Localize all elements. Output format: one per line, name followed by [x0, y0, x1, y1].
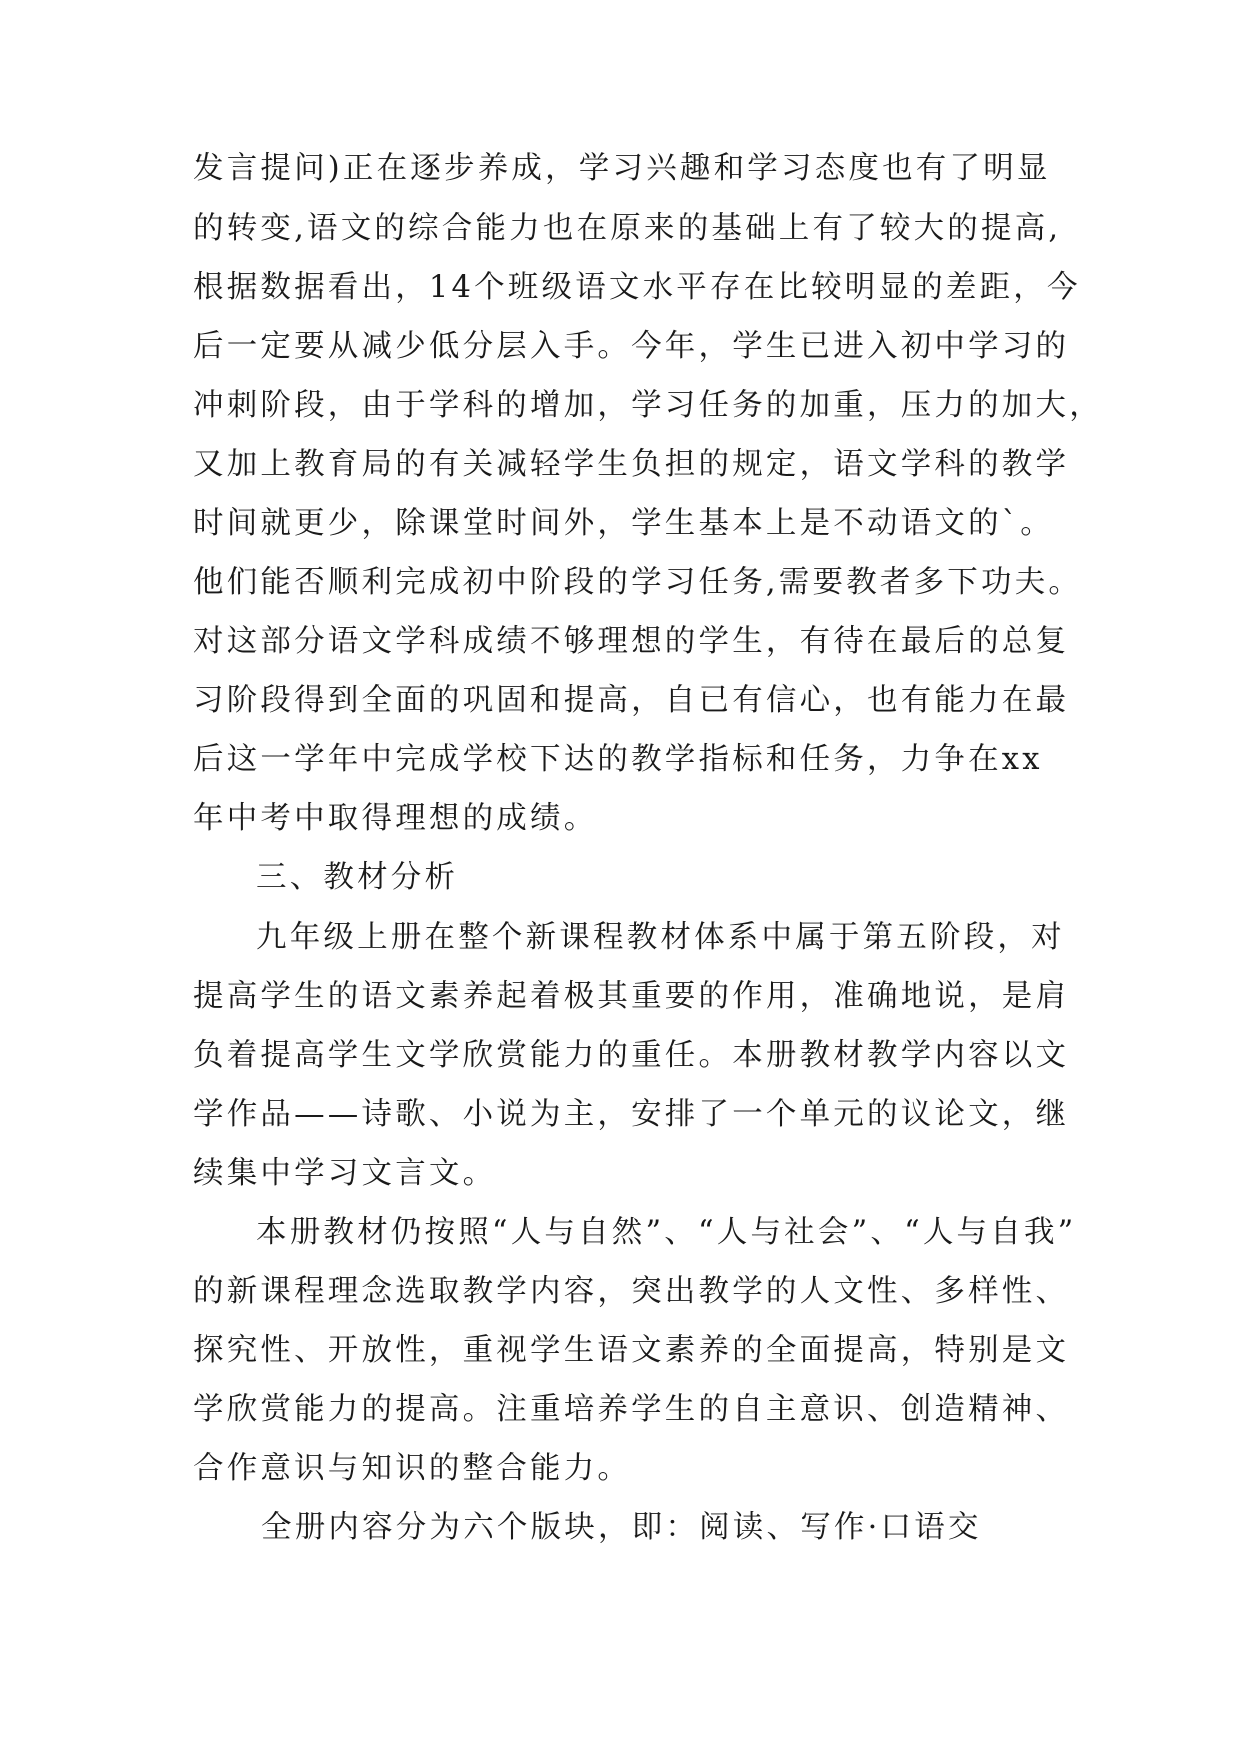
paragraph-line: 冲刺阶段，由于学科的增加，学习任务的加重，压力的加大， — [193, 388, 1103, 423]
paragraph-line: 学作品——诗歌、小说为主，安排了一个单元的议论文，继 — [193, 1097, 1070, 1132]
paragraph-line: 合作意识与知识的整合能力。 — [193, 1451, 632, 1486]
paragraph-line: 年中考中取得理想的成绩。 — [193, 801, 598, 836]
paragraph-line: 本册教材仍按照“人与自然”、“人与社会”、“人与自我” — [256, 1215, 1077, 1250]
paragraph-line: 发言提问)正在逐步养成，学习兴趣和学习态度也有了明显 — [193, 151, 1051, 186]
paragraph-line: 负着提高学生文学欣赏能力的重任。本册教材教学内容以文 — [193, 1038, 1070, 1073]
paragraph-line: 提高学生的语文素养起着极其重要的作用，准确地说，是肩 — [193, 979, 1070, 1014]
paragraph-line: 后这一学年中完成学校下达的教学指标和任务，力争在xx — [193, 742, 1043, 777]
paragraph-line: 对这部分语文学科成绩不够理想的学生，有待在最后的总复 — [193, 624, 1070, 659]
paragraph-line: 又加上教育局的有关减轻学生负担的规定，语文学科的教学 — [193, 447, 1070, 482]
paragraph-line: 续集中学习文言文。 — [193, 1156, 497, 1191]
paragraph-line: 习阶段得到全面的巩固和提高，自已有信心，也有能力在最 — [193, 683, 1070, 718]
paragraph-line: 全册内容分为六个版块，即：阅读、写作·口语交 — [261, 1510, 982, 1545]
paragraph-line: 的新课程理念选取教学内容，突出教学的人文性、多样性、 — [193, 1274, 1070, 1309]
paragraph-line: 九年级上册在整个新课程教材体系中属于第五阶段，对 — [256, 920, 1065, 955]
paragraph-line: 探究性、开放性，重视学生语文素养的全面提高，特别是文 — [193, 1333, 1070, 1368]
paragraph-line: 的转变,语文的综合能力也在原来的基础上有了较大的提高, — [193, 211, 1062, 246]
paragraph-line: 学欣赏能力的提高。注重培养学生的自主意识、创造精神、 — [193, 1392, 1070, 1427]
paragraph-line: 后一定要从减少低分层入手。今年，学生已进入初中学习的 — [193, 329, 1070, 364]
section-heading: 三、教材分析 — [256, 860, 459, 895]
paragraph-line: 根据数据看出，14个班级语文水平存在比较明显的差距，今 — [193, 270, 1081, 305]
paragraph-line: 他们能否顺利完成初中阶段的学习任务,需要教者多下功夫。 — [193, 565, 1083, 600]
paragraph-line: 时间就更少，除课堂时间外，学生基本上是不动语文的`。 — [193, 506, 1054, 541]
